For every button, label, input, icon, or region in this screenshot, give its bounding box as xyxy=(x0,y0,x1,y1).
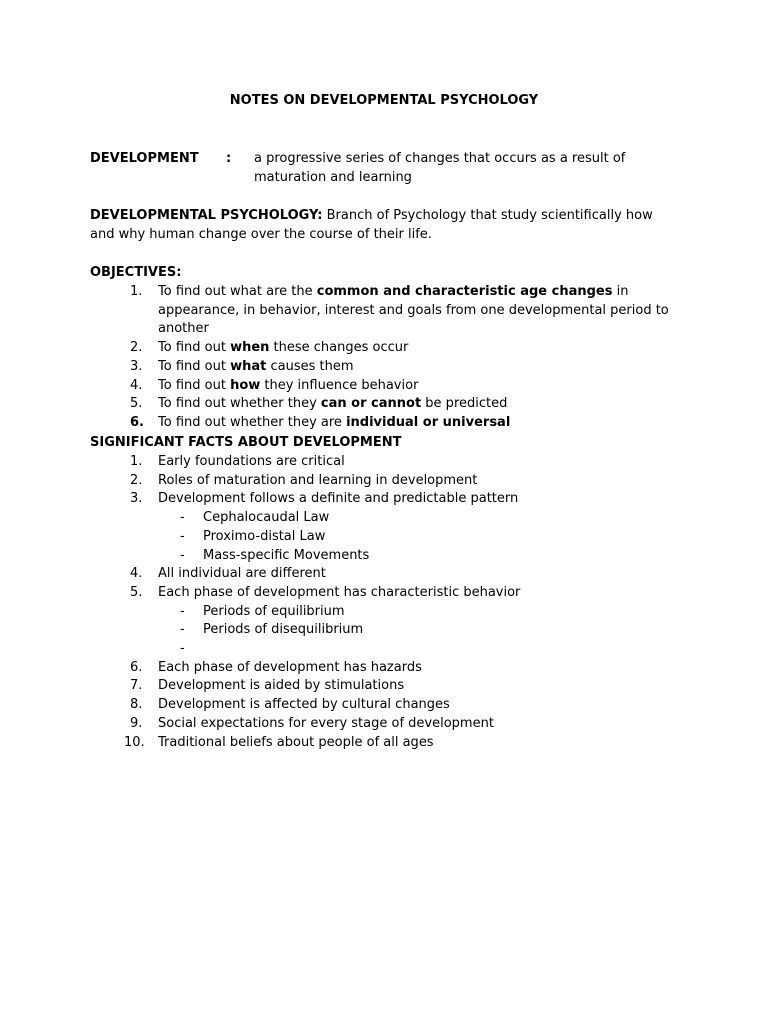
definition-text: a progressive series of changes that occurs as a result of maturation and learning xyxy=(254,151,626,185)
objective-item xyxy=(130,339,690,358)
fact-number: 7. xyxy=(130,678,143,694)
dash-bullet: - xyxy=(180,510,185,526)
fact-item xyxy=(130,677,690,696)
objective-text: To find out what causes them xyxy=(158,358,354,374)
objective-item xyxy=(130,358,690,377)
fact-subitem xyxy=(130,603,690,622)
fact-text: Development is affected by cultural changes xyxy=(158,697,450,713)
dash-bullet: - xyxy=(180,603,185,619)
fact-item xyxy=(130,453,690,472)
fact-number: 5. xyxy=(130,584,143,600)
fact-number: 3. xyxy=(130,491,143,507)
page-title: NOTES ON DEVELOPMENTAL PSYCHOLOGY xyxy=(229,93,539,108)
objective-number: 5. xyxy=(130,396,143,412)
fact-number: 1. xyxy=(130,454,143,469)
fact-subitem xyxy=(130,547,690,566)
objective-text: To find out how they influence behavior xyxy=(158,377,419,393)
objective-item xyxy=(130,377,690,396)
fact-item xyxy=(130,659,690,678)
facts-heading: SIGNIFICANT FACTS ABOUT DEVELOPMENT xyxy=(90,435,402,450)
fact-text: All individual are different xyxy=(158,566,326,582)
facts-list xyxy=(124,453,690,752)
dash-bullet: - xyxy=(180,641,185,657)
dev-psych-text: Branch of Psychology that study scientifically how and why human change over the course of their life. xyxy=(90,208,653,242)
objective-number: 1. xyxy=(130,284,143,299)
objective-item xyxy=(130,414,690,433)
objectives-heading: OBJECTIVES: xyxy=(90,265,182,280)
dash-bullet: - xyxy=(180,528,185,544)
objective-number: 3. xyxy=(130,358,143,374)
fact-item xyxy=(130,584,690,603)
fact-number: 9. xyxy=(130,715,143,731)
fact-text: Early foundations are critical xyxy=(158,454,345,469)
fact-subitem xyxy=(130,509,690,528)
fact-number: 2. xyxy=(130,472,143,488)
fact-item xyxy=(130,696,690,715)
objective-number: 6. xyxy=(130,414,144,430)
fact-number: 10. xyxy=(124,734,145,750)
objective-number: 2. xyxy=(130,340,143,356)
objective-text: To find out whether they can or cannot be predicted xyxy=(158,396,508,412)
objective-text: To find out whether they are individual or universal xyxy=(158,414,511,430)
fact-subitem-text: Cephalocaudal Law xyxy=(203,510,330,526)
definition-colon: : xyxy=(226,151,232,166)
fact-text: Roles of maturation and learning in development xyxy=(158,472,478,488)
fact-subitem xyxy=(130,621,690,640)
dev-psych-label: DEVELOPMENTAL PSYCHOLOGY: xyxy=(90,208,323,223)
fact-subitem xyxy=(130,528,690,547)
fact-subitem-text: Mass-specific Movements xyxy=(203,547,370,563)
dev-psych-paragraph xyxy=(90,207,680,244)
dash-bullet: - xyxy=(180,547,185,563)
objective-text: To find out when these changes occur xyxy=(158,340,409,356)
fact-text: Traditional beliefs about people of all ages xyxy=(158,734,434,750)
fact-item xyxy=(130,472,690,491)
fact-number: 8. xyxy=(130,697,143,713)
fact-text: Development is aided by stimulations xyxy=(158,678,405,694)
objective-item xyxy=(130,283,690,339)
objective-number: 4. xyxy=(130,377,143,393)
fact-number: 6. xyxy=(130,659,143,675)
definition-term: DEVELOPMENT xyxy=(90,151,199,166)
objective-item xyxy=(130,395,690,414)
fact-item xyxy=(130,715,690,734)
fact-item xyxy=(130,490,690,509)
dash-bullet: - xyxy=(180,622,185,638)
fact-number: 4. xyxy=(130,566,143,582)
fact-subitem-text: Proximo-distal Law xyxy=(203,528,326,544)
fact-subitem xyxy=(130,640,690,659)
fact-item xyxy=(124,734,690,753)
fact-subitem-text xyxy=(203,640,690,659)
fact-subitem-text: Periods of disequilibrium xyxy=(203,622,364,638)
objective-text: To find out what are the common and characteristic age changes in appearance, in behavior, interest and goals from one developmental period to another xyxy=(158,284,669,337)
fact-subitem-text: Periods of equilibrium xyxy=(203,603,345,619)
objectives-list xyxy=(130,283,690,433)
fact-text: Social expectations for every stage of development xyxy=(158,715,494,731)
fact-item xyxy=(130,565,690,584)
fact-text: Each phase of development has characteristic behavior xyxy=(158,584,521,600)
fact-text: Development follows a definite and predictable pattern xyxy=(158,491,519,507)
fact-text: Each phase of development has hazards xyxy=(158,659,422,675)
